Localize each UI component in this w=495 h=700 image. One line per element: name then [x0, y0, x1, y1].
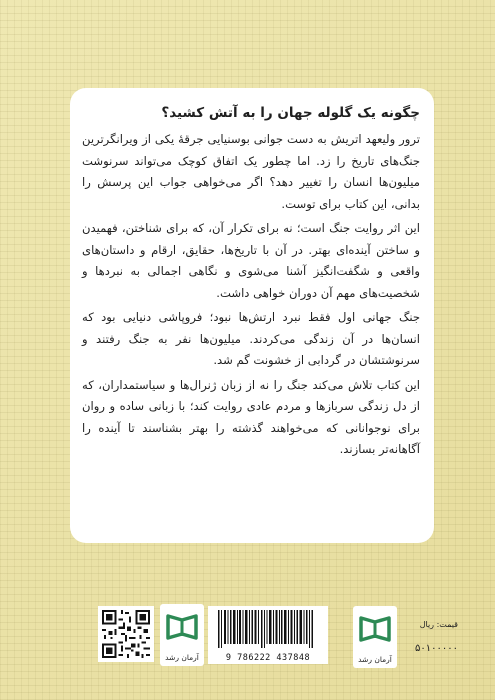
qr-code-icon — [100, 608, 152, 660]
publisher-name-left: آرمان رشد — [165, 653, 199, 662]
publisher-logo-right — [353, 606, 397, 668]
price-value: ۵۰۱۰۰۰۰۰ — [415, 643, 458, 654]
blurb-heading: چگونه یک گلوله جهان را به آتش کشید؟ — [161, 105, 420, 121]
price-label: قیمت: ریال — [419, 620, 458, 629]
back-cover-blurb — [70, 88, 434, 543]
blurb-paragraph-4: این کتاب تلاش می‌کند جنگ را نه از زبان ژنرال‌ها و سیاستمداران، که از دل زندگی سربازها و مردم عادی روایت کند؛ با زبانی ساده و روان برای نوجوانانی که می‌خواهند گذشته را بهتر بشناسند تا آینده را آگاهانه‌تر بسازند. — [82, 377, 420, 456]
blurb-paragraph-3: جنگ جهانی اول فقط نبرد ارتش‌ها نبود؛ فروپاشی دنیایی بود که انسان‌ها در آن زندگی می‌کردند. میلیون‌ها نفر به جنگ رفتند و سرنوشتشان در گردابی از خشونت گم شد. — [82, 310, 420, 367]
isbn-barcode — [208, 606, 328, 664]
publisher-name-right: آرمان رشد — [358, 655, 392, 664]
barcode-icon — [208, 606, 328, 650]
publisher-logo-left — [160, 604, 204, 666]
book-logo-icon — [160, 604, 204, 648]
blurb-paragraph-2: این اثر روایت جنگ است؛ نه برای تکرار آن، که برای شناختن، فهمیدن و ساختن آینده‌ای بهتر. در آن با تاریخ‌ها، حقایق، ارقام و داستان‌های واقعی و شگفت‌انگیز آشنا می‌شوی و نگاهی اجمالی به نبردها و شخصیت‌های مهم آن دوران خواهی داشت. — [82, 221, 420, 300]
barcode-number: 9 786222 437848 — [225, 653, 311, 663]
book-logo-icon — [353, 606, 397, 650]
qr-code — [98, 606, 154, 662]
price-info — [396, 620, 458, 664]
blurb-paragraph-1: ترور ولیعهد اتریش به دست جوانی بوسنیایی جرقهٔ یکی از ویرانگرترین جنگ‌های تاریخ را زد. اما چطور یک اتفاق کوچک می‌تواند سرنوشت میلیون‌ها انسان را تغییر دهد؟ اگر می‌خواهی جواب این پرسش را بدانی، این کتاب برای توست. — [82, 132, 420, 211]
